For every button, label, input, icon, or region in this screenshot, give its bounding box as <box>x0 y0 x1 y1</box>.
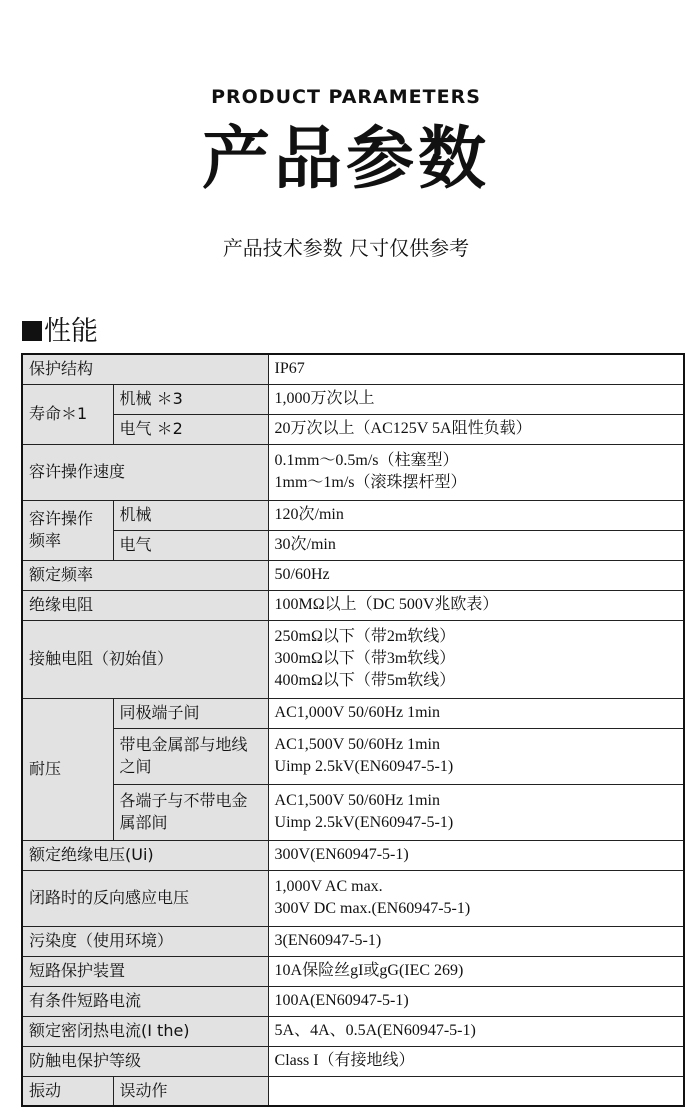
spec-value-line: 50/60Hz <box>274 566 330 583</box>
spec-label: 额定频率 <box>22 560 268 590</box>
spec-value <box>268 728 684 784</box>
spec-value <box>268 560 684 590</box>
table-row <box>22 590 684 620</box>
spec-label: 闭路时的反向感应电压 <box>22 870 268 926</box>
spec-label: 机械 ＊3 <box>113 384 268 414</box>
spec-group-label: 寿命＊1 <box>22 384 113 444</box>
spec-value <box>268 530 684 560</box>
spec-value-line: 120次/min <box>274 506 344 523</box>
spec-value <box>268 840 684 870</box>
section-title: 性能 <box>44 316 98 347</box>
spec-value <box>268 986 684 1016</box>
spec-value-line: 3(EN60947-5-1) <box>274 932 382 949</box>
table-row <box>22 500 684 530</box>
spec-label: 额定密闭热电流(I the) <box>22 1016 268 1046</box>
spec-value-line: IP67 <box>274 360 305 378</box>
table-row <box>22 530 684 560</box>
table-row <box>22 560 684 590</box>
spec-value <box>268 784 684 840</box>
table-row <box>22 840 684 870</box>
spec-table <box>21 353 685 1107</box>
spec-value-line: 100A(EN60947-5-1) <box>274 992 409 1009</box>
spec-group-label: 振动 <box>22 1076 113 1106</box>
table-row <box>22 1046 684 1076</box>
table-row <box>22 986 684 1016</box>
table-row <box>22 354 684 384</box>
spec-value-line: 5A、4A、0.5A(EN60947-5-1) <box>274 1022 476 1039</box>
spec-label: 污染度（使用环境） <box>22 926 268 956</box>
spec-label: 电气 ＊2 <box>113 414 268 444</box>
spec-label: 接触电阻（初始值） <box>22 620 268 698</box>
page-title: 产品参数 <box>201 120 490 199</box>
spec-value <box>268 956 684 986</box>
spec-value-line: 10A保险丝gI或gG(IEC 269) <box>274 962 464 979</box>
spec-value <box>268 354 684 384</box>
table-row <box>22 1076 684 1106</box>
spec-label: 短路保护装置 <box>22 956 268 986</box>
spec-value-line: 400mΩ以下（带5m软线） <box>274 672 456 689</box>
spec-value-line: Class I（有接地线） <box>274 1052 415 1069</box>
spec-label: 额定绝缘电压(Ui) <box>22 840 268 870</box>
section-heading <box>22 314 98 350</box>
spec-value <box>268 870 684 926</box>
spec-label: 容许操作速度 <box>22 444 268 500</box>
spec-value <box>268 620 684 698</box>
spec-group-label: 容许操作频率 <box>22 500 113 560</box>
spec-value-line: 30次/min <box>274 536 336 553</box>
table-row <box>22 956 684 986</box>
table-row <box>22 620 684 698</box>
spec-label: 同极端子间 <box>113 698 268 728</box>
spec-table-container <box>21 353 683 1100</box>
spec-value <box>268 1016 684 1046</box>
spec-value-line: 300V(EN60947-5-1) <box>274 846 409 863</box>
subtitle: 产品技术参数 尺寸仅供参考 <box>222 236 470 260</box>
spec-label: 有条件短路电流 <box>22 986 268 1016</box>
spec-value-line: 1,000V AC max. <box>274 878 383 895</box>
spec-label: 防触电保护等级 <box>22 1046 268 1076</box>
table-row <box>22 444 684 500</box>
spec-label: 绝缘电阻 <box>22 590 268 620</box>
spec-value-line: 300mΩ以下（带3m软线） <box>274 650 456 667</box>
spec-value-line: 250mΩ以下（带2m软线） <box>274 628 456 645</box>
spec-label: 电气 <box>113 530 268 560</box>
spec-label: 误动作 <box>113 1076 268 1106</box>
spec-label: 保护结构 <box>22 354 268 384</box>
spec-value-line: 300V DC max.(EN60947-5-1) <box>274 900 471 917</box>
spec-group-label: 耐压 <box>22 698 113 840</box>
spec-value-line: 1,000万次以上 <box>274 390 375 407</box>
english-title: PRODUCT PARAMETERS <box>211 86 481 108</box>
table-row <box>22 926 684 956</box>
spec-value-line: Uimp 2.5kV(EN60947-5-1) <box>274 814 454 831</box>
table-row <box>22 784 684 840</box>
spec-value <box>268 926 684 956</box>
spec-value-line: AC1,500V 50/60Hz 1min <box>274 792 440 809</box>
table-row <box>22 728 684 784</box>
spec-value <box>268 444 684 500</box>
spec-label: 机械 <box>113 500 268 530</box>
table-row <box>22 870 684 926</box>
spec-value-line: Uimp 2.5kV(EN60947-5-1) <box>274 758 454 775</box>
table-row <box>22 414 684 444</box>
spec-value-line: AC1,000V 50/60Hz 1min <box>274 704 440 721</box>
table-row <box>22 698 684 728</box>
spec-label: 各端子与不带电金属部间 <box>113 784 268 840</box>
spec-value <box>268 1046 684 1076</box>
spec-value <box>268 1076 684 1106</box>
table-row <box>22 384 684 414</box>
table-row <box>22 1016 684 1046</box>
spec-value-line: AC1,500V 50/60Hz 1min <box>274 736 440 753</box>
spec-value <box>268 590 684 620</box>
spec-value-line: 100MΩ以上（DC 500V兆欧表） <box>274 596 499 613</box>
spec-value-line: 0.1mm～0.5m/s（柱塞型） <box>274 452 459 469</box>
spec-value-line: 1mm～1m/s（滚珠摆杆型） <box>274 474 467 491</box>
spec-value <box>268 414 684 444</box>
square-bullet-icon <box>22 321 42 341</box>
spec-label: 带电金属部与地线之间 <box>113 728 268 784</box>
spec-value-line: 20万次以上（AC125V 5A阻性负载） <box>274 420 532 437</box>
spec-value <box>268 384 684 414</box>
spec-value <box>268 500 684 530</box>
spec-value <box>268 698 684 728</box>
